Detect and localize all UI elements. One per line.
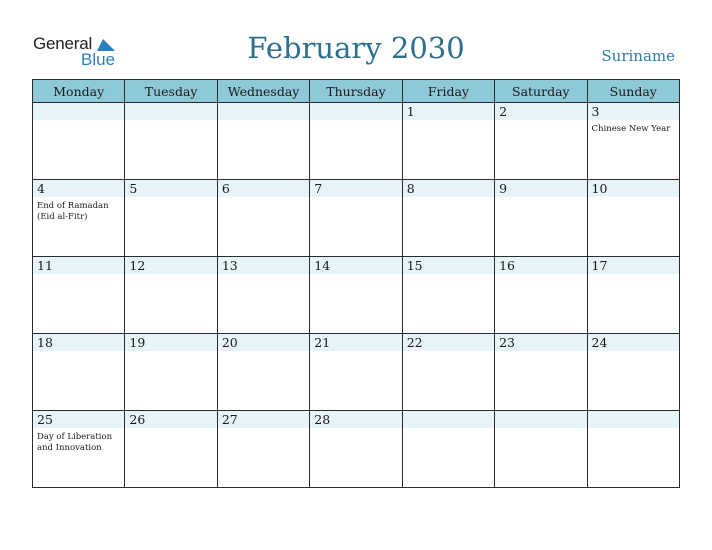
holiday-label <box>310 197 401 201</box>
day-number: 8 <box>406 181 415 196</box>
day-cell <box>587 411 679 488</box>
country-label: Suriname <box>601 47 675 65</box>
day-cell <box>402 334 494 411</box>
holiday-label <box>495 120 586 124</box>
day-cell <box>125 257 217 334</box>
day-cell <box>587 257 679 334</box>
day-cell <box>217 257 309 334</box>
weekday-header: Sunday <box>587 80 679 103</box>
day-cell <box>217 180 309 257</box>
day-cell <box>587 334 679 411</box>
day-cell <box>587 103 679 180</box>
holiday-label <box>310 120 401 124</box>
day-number <box>310 103 401 120</box>
day-cell <box>402 103 494 180</box>
day-cell <box>495 180 587 257</box>
day-cell <box>33 334 125 411</box>
holiday-label <box>218 197 309 201</box>
week-row <box>33 180 680 257</box>
day-cell <box>495 103 587 180</box>
day-number: 15 <box>406 258 423 273</box>
holiday-label: Day of Liberation and Innovation <box>37 432 113 453</box>
holiday-label <box>310 274 401 278</box>
day-cell <box>402 411 494 488</box>
holiday-label <box>33 351 124 355</box>
week-row <box>33 257 680 334</box>
holiday-label <box>125 428 216 432</box>
day-cell <box>402 257 494 334</box>
holiday-label <box>495 351 586 355</box>
holiday-label <box>588 428 679 432</box>
day-cell <box>217 103 309 180</box>
day-cell <box>125 103 217 180</box>
day-number: 12 <box>129 258 146 273</box>
day-number <box>495 411 586 428</box>
day-number <box>403 411 494 428</box>
day-number: 2 <box>499 104 508 119</box>
holiday-label <box>403 120 494 124</box>
day-number: 14 <box>314 258 331 273</box>
day-number <box>125 103 216 120</box>
day-number: 25 <box>37 412 53 427</box>
page-title: February 2030 <box>247 31 465 65</box>
weekday-header: Tuesday <box>125 80 217 103</box>
holiday-label <box>495 428 586 432</box>
holiday-label <box>588 274 679 278</box>
day-cell <box>33 257 125 334</box>
holiday-label <box>310 351 401 355</box>
holiday-label <box>403 197 494 201</box>
holiday-label <box>218 428 309 432</box>
day-cell <box>33 411 125 488</box>
day-number: 24 <box>591 335 608 350</box>
day-cell <box>310 334 402 411</box>
holiday-label <box>495 197 586 201</box>
day-cell <box>310 180 402 257</box>
day-cell <box>495 257 587 334</box>
week-row <box>33 411 680 488</box>
day-cell <box>587 180 679 257</box>
day-cell <box>217 334 309 411</box>
holiday-label <box>33 120 124 124</box>
logo-text-blue: Blue <box>81 50 116 69</box>
weekday-header: Monday <box>33 80 125 103</box>
day-number: 3 <box>591 104 600 119</box>
day-cell <box>125 180 217 257</box>
day-number: 17 <box>591 258 608 273</box>
day-number: 23 <box>499 335 516 350</box>
holiday-label <box>403 274 494 278</box>
weekday-header: Wednesday <box>217 80 309 103</box>
holiday-label: End of Ramadan (Eid al-Fitr) <box>37 201 109 222</box>
week-row <box>33 103 680 180</box>
holiday-label <box>588 351 679 355</box>
day-number: 13 <box>221 258 238 273</box>
day-number: 26 <box>129 412 146 427</box>
day-number: 4 <box>37 181 45 196</box>
day-number <box>33 103 124 120</box>
holiday-label <box>403 351 494 355</box>
day-number: 5 <box>129 181 138 196</box>
weekday-header: Friday <box>402 80 494 103</box>
day-number: 9 <box>499 181 508 196</box>
week-row <box>33 334 680 411</box>
holiday-label <box>125 197 216 201</box>
day-number: 10 <box>591 181 608 196</box>
day-cell <box>125 411 217 488</box>
day-cell <box>495 411 587 488</box>
weekday-header-row <box>33 80 680 103</box>
holiday-label <box>310 428 401 432</box>
day-number: 18 <box>37 335 53 350</box>
holiday-label <box>125 351 216 355</box>
day-number: 28 <box>314 412 331 427</box>
holiday-label <box>218 274 309 278</box>
day-number: 11 <box>37 258 53 273</box>
day-number <box>218 103 309 120</box>
day-cell <box>217 411 309 488</box>
holiday-label <box>125 120 216 124</box>
logo-text-general: General <box>33 34 93 53</box>
day-number: 6 <box>221 181 230 196</box>
weekday-header: Thursday <box>310 80 402 103</box>
day-number: 19 <box>129 335 146 350</box>
day-cell <box>310 257 402 334</box>
holiday-label <box>403 428 494 432</box>
holiday-label <box>33 274 124 278</box>
day-number: 21 <box>314 335 331 350</box>
day-cell <box>33 103 125 180</box>
day-cell <box>310 411 402 488</box>
holiday-label <box>218 351 309 355</box>
day-number: 22 <box>406 335 423 350</box>
day-cell <box>125 334 217 411</box>
weekday-header: Saturday <box>495 80 587 103</box>
day-number: 27 <box>221 412 238 427</box>
day-number: 7 <box>314 181 323 196</box>
holiday-label <box>218 120 309 124</box>
holiday-label <box>125 274 216 278</box>
holiday-label <box>588 197 679 201</box>
day-cell <box>402 180 494 257</box>
day-cell <box>33 180 125 257</box>
holiday-label <box>495 274 586 278</box>
day-number: 16 <box>499 258 516 273</box>
calendar-grid <box>32 79 680 488</box>
day-number: 1 <box>406 104 415 119</box>
day-cell <box>495 334 587 411</box>
day-number: 20 <box>221 335 238 350</box>
day-cell <box>310 103 402 180</box>
holiday-label: Chinese New Year <box>591 124 671 134</box>
day-number <box>588 411 679 428</box>
